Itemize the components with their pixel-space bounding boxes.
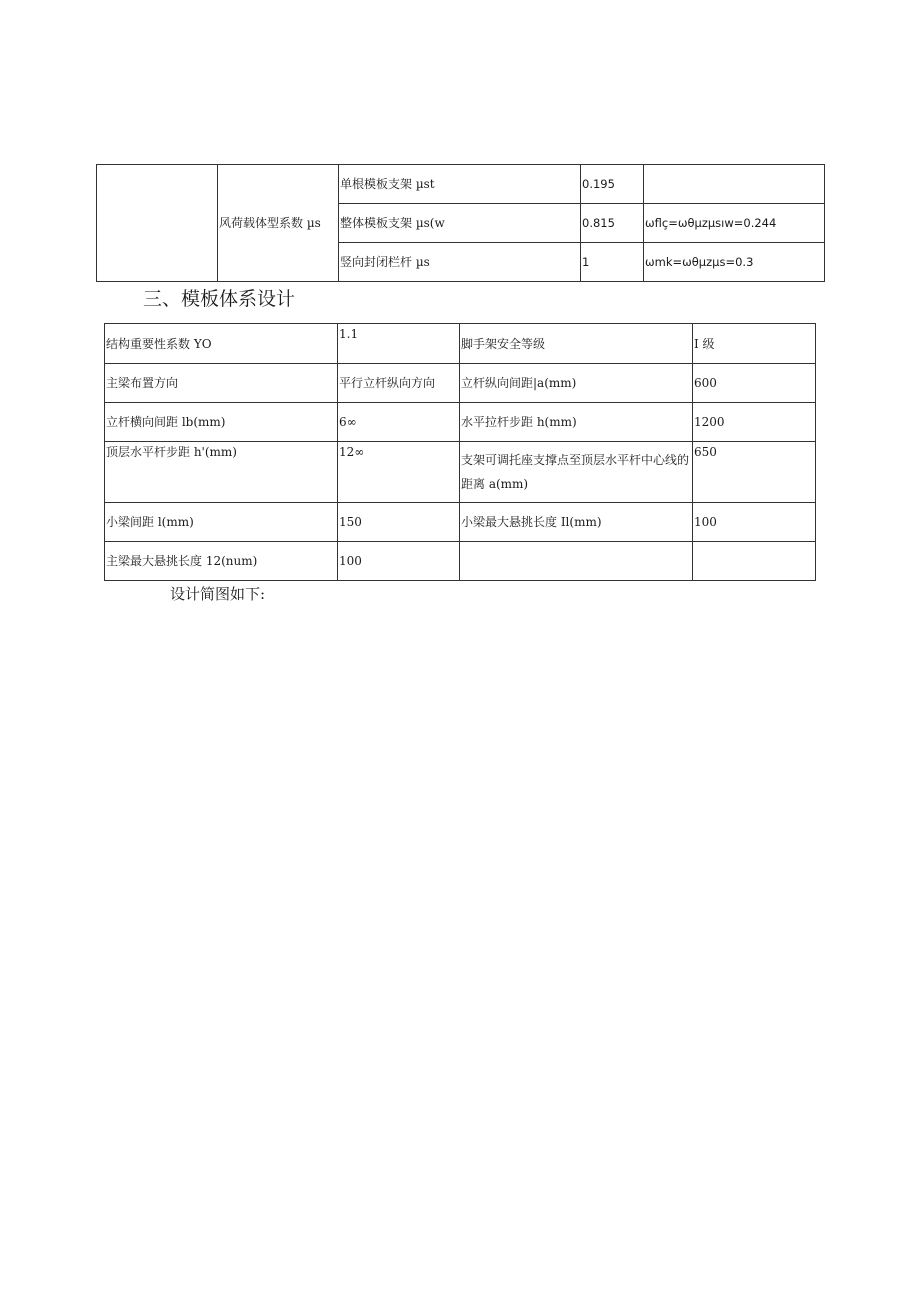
param-label: 主梁最大悬挑长度 12(num): [105, 542, 338, 581]
param-value: 600: [693, 364, 816, 403]
param-label: 支架可调托座支撑点至顶层水平杆中心线的距离 a(mm): [460, 442, 693, 503]
table-row: [97, 165, 825, 204]
param-value: 150: [338, 503, 460, 542]
param-value: I 级: [693, 324, 816, 364]
param-value: 6∞: [338, 403, 460, 442]
section-heading: 三、模板体系设计: [143, 288, 296, 310]
empty-cell: [97, 165, 218, 282]
param-value: 平行立杆纵向方向: [338, 364, 460, 403]
table-row: [105, 364, 816, 403]
param-label: 脚手架安全等级: [460, 324, 693, 364]
item-cell: 整体模板支架 µs(w: [339, 204, 581, 243]
param-label: 结构重要性系数 YO: [105, 324, 338, 364]
param-label: 顶层水平杆步距 h'(mm): [105, 442, 338, 503]
design-parameters-table: [104, 323, 816, 581]
table-row: [105, 442, 816, 503]
table-row: [105, 503, 816, 542]
param-label: 立杆纵向间距|a(mm): [460, 364, 693, 403]
param-value: 650: [693, 442, 816, 503]
value-cell: 0.195: [581, 165, 644, 204]
param-value: 12∞: [338, 442, 460, 503]
param-label: 水平拉杆步距 h(mm): [460, 403, 693, 442]
value-cell: 0.815: [581, 204, 644, 243]
param-value: 1200: [693, 403, 816, 442]
param-value: 1.1: [338, 324, 460, 364]
param-label: [460, 542, 693, 581]
param-label: 主梁布置方向: [105, 364, 338, 403]
table-row: [105, 403, 816, 442]
formula-cell: ωflç=ωθµzµsıw=0.244: [644, 204, 825, 243]
value-cell: 1: [581, 243, 644, 282]
formula-cell: ωmk=ωθµzµs=0.3: [644, 243, 825, 282]
param-value: [693, 542, 816, 581]
figure-caption: 设计简图如下:: [170, 585, 266, 603]
wind-load-table: [96, 164, 825, 282]
category-cell: 风荷载体型系数 µs: [218, 165, 339, 282]
param-label: 小梁最大悬挑长度 Il(mm): [460, 503, 693, 542]
param-value: 100: [338, 542, 460, 581]
table-row: [105, 542, 816, 581]
formula-cell: [644, 165, 825, 204]
param-label: 立杆横向间距 lb(mm): [105, 403, 338, 442]
table-row: [105, 324, 816, 364]
item-cell: 单根模板支架 µst: [339, 165, 581, 204]
item-cell: 竖向封闭栏杆 µs: [339, 243, 581, 282]
param-value: 100: [693, 503, 816, 542]
param-label: 小梁间距 l(mm): [105, 503, 338, 542]
